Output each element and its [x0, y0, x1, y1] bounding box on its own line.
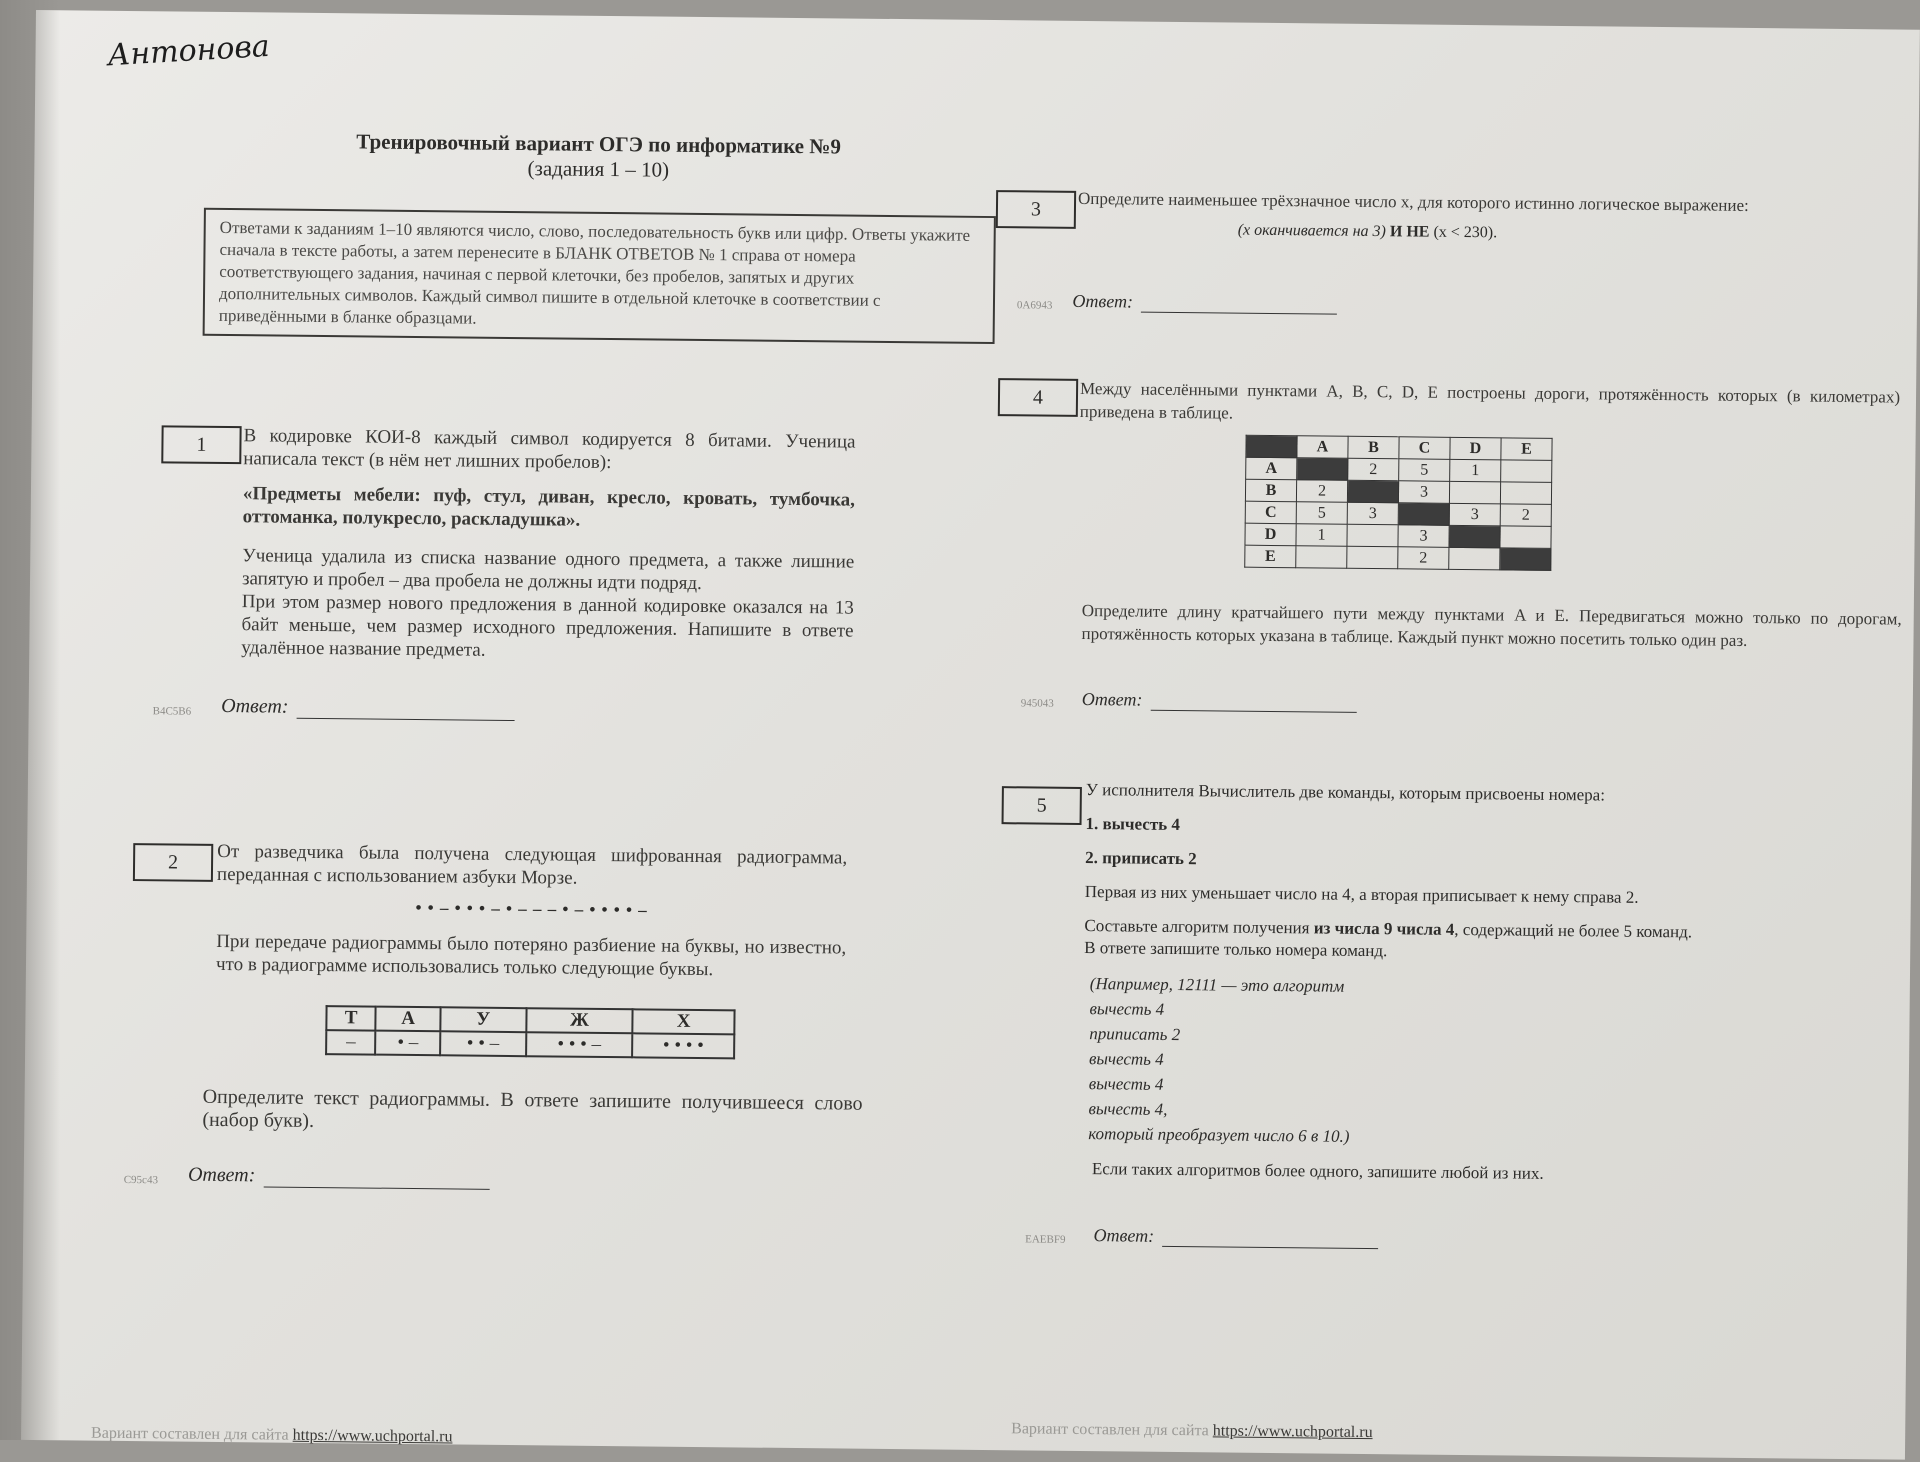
instructions-box: Ответами к заданиям 1–10 являются число, слово, последовательность букв или цифр. Ответы укажите сначала в тексте работы, а затем перенесите в БЛАНК ОТВЕТОВ № 1 справа от номера соответствующего задания, начиная с первой клеточки, без пробелов, запятых и других дополнительных символов. Каждый символ пишите в отдельной клеточке в соответствии с приведёнными в бланке образцами.: [203, 208, 996, 344]
morse-message: • • – • • • – • – – – • – • • • • –: [415, 898, 648, 920]
page-subtitle: (задания 1 – 10): [527, 156, 670, 182]
table-row: [1245, 545, 1551, 570]
task-1-text-3: При этом размер нового предложения в данной кодировке оказался на 13 байт меньше, чем размер исходного предложения. Напишите в ответе удалённое название предмета.: [241, 591, 854, 661]
row-header: E: [1245, 545, 1296, 568]
task-number-4: 4: [998, 378, 1078, 417]
task-5-code: ЕАЕВF9: [1025, 1233, 1066, 1246]
distance-cell: [1449, 547, 1500, 570]
distance-cell: 2: [1398, 547, 1449, 570]
task-3-expr-1: (x оканчивается на 3): [1237, 221, 1387, 241]
distance-cell: 1: [1450, 459, 1501, 482]
task-number-3: 3: [996, 190, 1076, 229]
footer-right: [1011, 1420, 1373, 1442]
footer-left-text: Вариант составлен для сайта: [91, 1424, 293, 1444]
task-3: [1078, 187, 1920, 247]
handwritten-name: Антонова: [106, 28, 271, 74]
exam-sheet: [21, 10, 1920, 1460]
diagonal-cell: [1449, 525, 1500, 548]
task-4-text: Между населёнными пунктами A, B, C, D, E построены дороги, протяжённость которых (в километрах) приведена в таблице.: [1079, 378, 1901, 423]
task-4-answer-field[interactable]: [1150, 692, 1356, 713]
task-3-text: Определите наименьшее трёхзначное число x, для которого истинно логическое выражение:: [1077, 188, 1749, 215]
morse-codes-row: [326, 1030, 734, 1058]
example-line: который преобразует число 6 в 10.): [1088, 1124, 1350, 1146]
row-header: C: [1245, 501, 1296, 524]
task-4-answer-label: Ответ:: [1081, 688, 1143, 710]
task-2: [216, 840, 847, 983]
diagonal-cell: [1398, 503, 1449, 526]
command-1: 1. вычесть 4: [1085, 814, 1181, 835]
row-header: A: [1246, 457, 1297, 480]
task-5-text-3c: , содержащий не более 5 команд.: [1454, 919, 1693, 942]
task-number-5: 5: [1002, 786, 1082, 825]
row-header: D: [1245, 523, 1296, 546]
table-row: [1246, 457, 1552, 482]
task-5-answer-label: Ответ:: [1093, 1225, 1155, 1246]
diagonal-cell: [1500, 548, 1551, 571]
task-3-answer-row: [1017, 290, 1337, 314]
diagonal-cell: [1347, 480, 1398, 503]
distance-cell: 5: [1296, 502, 1347, 525]
morse-letter: Т: [326, 1006, 376, 1031]
task-5-text-5: Если таких алгоритмов более одного, запишите любой из них.: [1091, 1159, 1544, 1183]
distance-cell: 2: [1500, 504, 1551, 527]
task-1: [241, 424, 855, 665]
task-5-text: У исполнителя Вычислитель две команды, которым присвоены номера:: [1085, 780, 1606, 805]
task-1-answer-field[interactable]: [296, 700, 514, 721]
task-4-question: Определите длину кратчайшего пути между пунктами A и E. Передвигаться можно только по дорогам, протяжённость которых указана в таблице. Каждый пункт можно посетить только один раз.: [1081, 600, 1902, 650]
task-number-2: 2: [133, 843, 213, 882]
task-1-quote: «Предметы мебели: пуф, стул, диван, кресло, кровать, тумбочка, оттоманка, полукресло, раскладушка».: [242, 483, 856, 531]
task-1-code: В4С5В6: [152, 705, 192, 718]
task-2-code: С95с43: [123, 1173, 159, 1187]
morse-code: • –: [375, 1031, 440, 1056]
task-1-text-2: Ученица удалила из списка название одного предмета, а также лишние запятую и пробел – два пробела не должны идти подряд.: [241, 545, 855, 595]
task-number-1: 1: [161, 425, 241, 464]
distance-cell: [1347, 524, 1398, 547]
distance-cell: 3: [1398, 481, 1449, 504]
table-row: [1245, 479, 1551, 504]
task-5-text-4: В ответе запишите только номера команд.: [1084, 938, 1388, 961]
task-5: [1082, 779, 1906, 1189]
distance-table: [1244, 435, 1552, 571]
diagonal-cell: [1297, 458, 1348, 481]
task-2-answer-label: Ответ:: [187, 1163, 256, 1187]
example-line: вычесть 4,: [1088, 1099, 1168, 1119]
morse-code: • • • •: [633, 1033, 735, 1058]
task-5-answer-field[interactable]: [1162, 1228, 1378, 1249]
task-2-answer-row: [124, 1163, 490, 1190]
task-3-code: 0А6943: [1016, 299, 1053, 312]
task-5-text-3b: из числа 9 числа 4: [1313, 918, 1455, 939]
distance-cell: 2: [1348, 458, 1399, 481]
task-3-answer-label: Ответ:: [1072, 290, 1134, 312]
task-3-expr-2: И НЕ: [1389, 223, 1430, 241]
example-line: вычесть 4: [1088, 1074, 1164, 1094]
page-title-main: Тренировочный вариант ОГЭ по информатике №9: [356, 129, 842, 159]
corner-cell: [1246, 435, 1297, 458]
distance-cell: [1500, 526, 1551, 549]
morse-letter: Ж: [526, 1008, 633, 1033]
task-4-code: 945043: [1020, 697, 1054, 710]
task-3-answer-field[interactable]: [1141, 294, 1337, 315]
task-5-answer-row: [1025, 1224, 1378, 1249]
morse-table: [325, 1005, 736, 1059]
morse-code: • • –: [440, 1031, 526, 1056]
column-header: B: [1348, 436, 1399, 459]
distance-cell: [1347, 546, 1398, 569]
table-row: [1245, 501, 1551, 526]
page-title: [288, 129, 908, 185]
task-1-answer-label: Ответ:: [221, 694, 289, 718]
column-header: C: [1399, 437, 1450, 460]
task-2-text-2: При передаче радиограммы было потеряно разбиение на буквы, но известно, что в радиограмме использовались только следующие буквы.: [215, 930, 847, 981]
distance-cell: 3: [1449, 503, 1500, 526]
task-2-answer-field[interactable]: [263, 1168, 489, 1189]
distance-cell: [1501, 460, 1552, 483]
morse-code: –: [326, 1030, 376, 1055]
column-header: E: [1501, 438, 1552, 461]
distance-cell: [1500, 482, 1551, 505]
distance-cell: 2: [1296, 480, 1347, 503]
morse-letter: У: [440, 1007, 526, 1032]
task-5-text-3a: Составьте алгоритм получения: [1084, 916, 1314, 938]
task-1-answer-row: [153, 694, 515, 721]
task-5-example: [1088, 971, 1904, 1155]
column-header: D: [1450, 437, 1501, 460]
example-line: вычесть 4: [1088, 1049, 1164, 1069]
footer-left-link[interactable]: https://www.uchportal.ru: [292, 1426, 453, 1446]
task-2-question: Определите текст радиограммы. В ответе запишите получившееся слово (набор букв).: [202, 1085, 863, 1132]
example-line: вычесть 4: [1089, 999, 1165, 1019]
task-1-text: В кодировке КОИ-8 каждый символ кодируется 8 битами. Ученица написала текст (в нём нет лишних пробелов):: [243, 425, 856, 474]
distance-cell: [1296, 546, 1347, 569]
task-2-text: От разведчика была получена следующая шифрованная радиограмма, переданная с использованием азбуки Морзе.: [216, 840, 848, 889]
task-5-text-2: Первая из них уменьшает число на 4, а вторая приписывает к нему справа 2.: [1084, 882, 1639, 907]
morse-letter: Х: [633, 1009, 735, 1034]
distance-cell: [1449, 481, 1500, 504]
table-row: [1245, 523, 1551, 548]
column-header: A: [1297, 436, 1348, 459]
footer-left: [91, 1425, 453, 1447]
example-line: (Например, 12111 — это алгоритм: [1089, 974, 1345, 996]
command-2: 2. приписать 2: [1085, 848, 1197, 869]
task-3-expression: [1238, 222, 1920, 247]
footer-right-link[interactable]: https://www.uchportal.ru: [1212, 1422, 1373, 1442]
morse-letter: А: [376, 1007, 441, 1032]
distance-cell: 5: [1399, 459, 1450, 482]
distance-cell: 3: [1347, 502, 1398, 525]
distance-cell: 3: [1398, 525, 1449, 548]
task-3-expr-3: (x < 230).: [1433, 223, 1498, 242]
morse-code: • • • –: [526, 1032, 633, 1057]
row-header: B: [1245, 479, 1296, 502]
task-4-answer-row: [1021, 688, 1357, 713]
footer-right-text: Вариант составлен для сайта: [1011, 1420, 1213, 1440]
distance-cell: 1: [1296, 524, 1347, 547]
example-line: приписать 2: [1089, 1024, 1181, 1045]
